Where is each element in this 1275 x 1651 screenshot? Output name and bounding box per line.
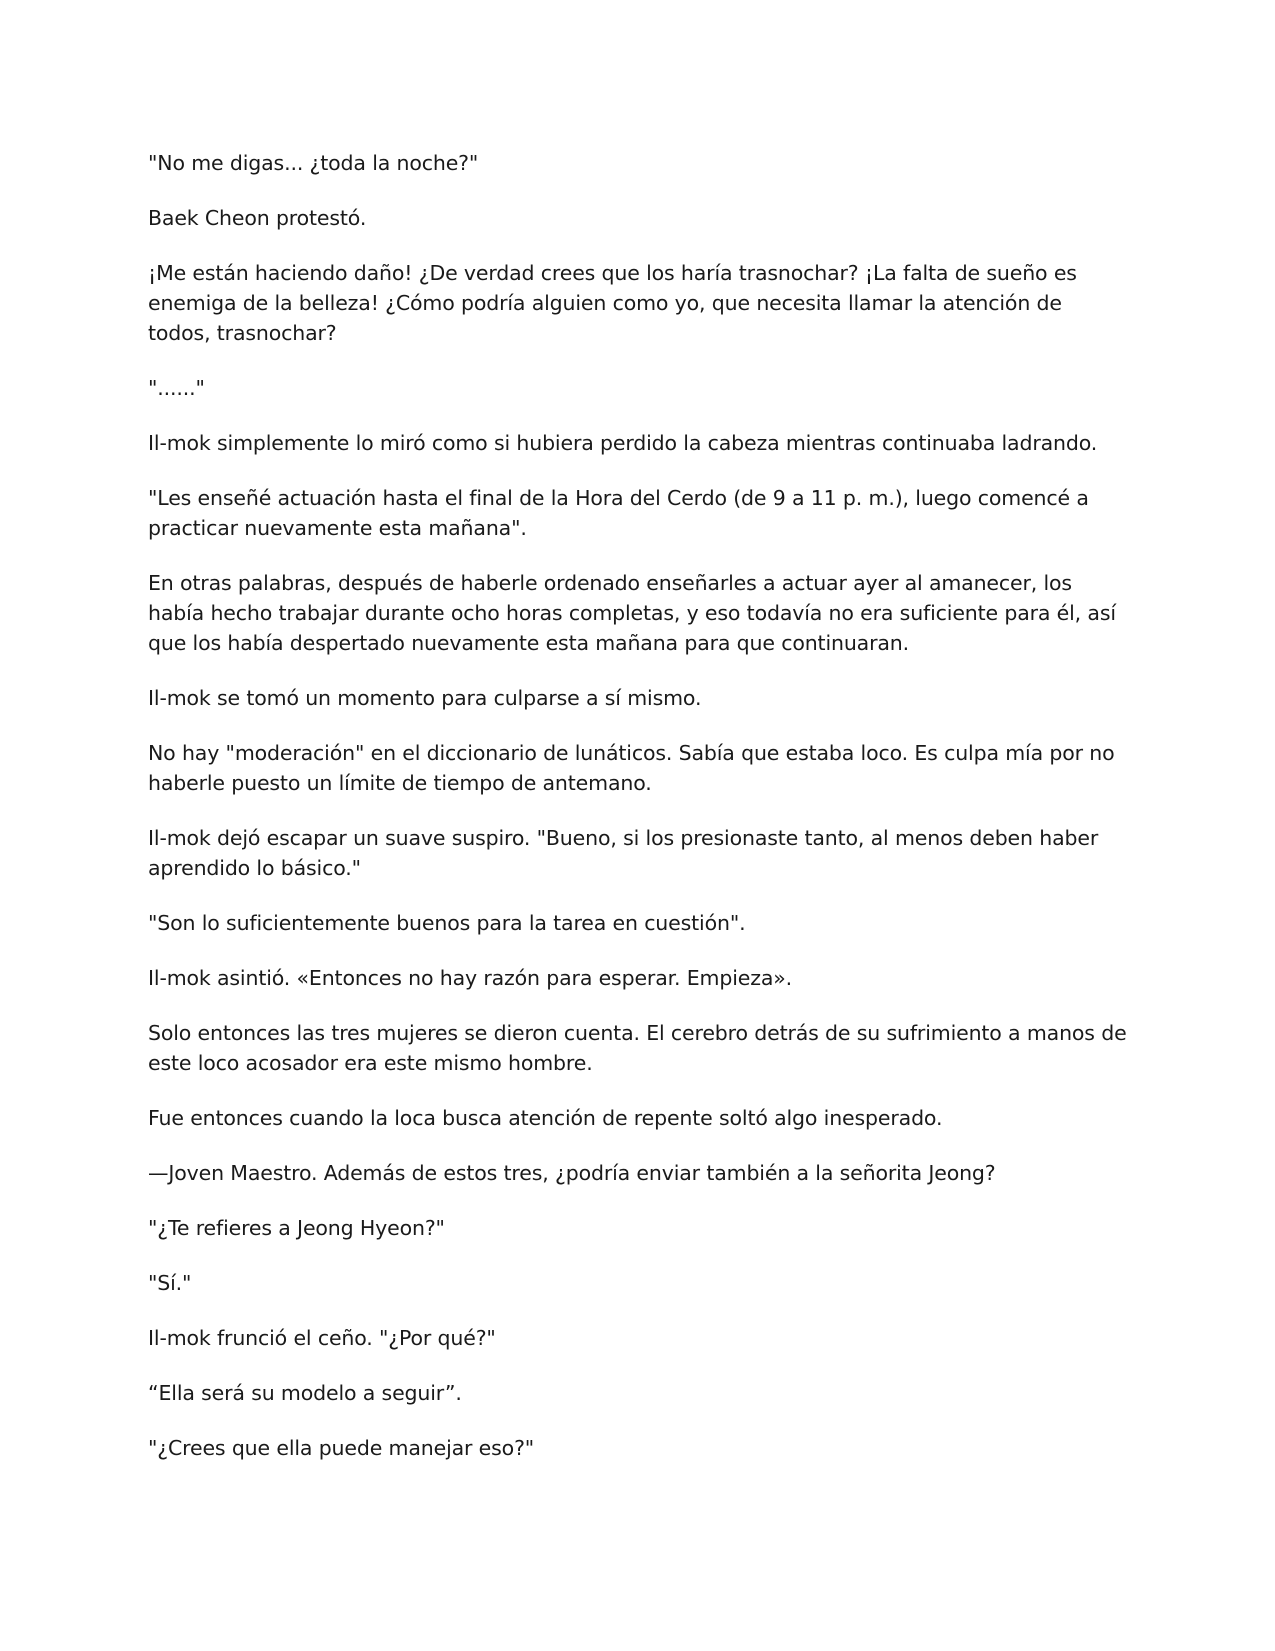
paragraph-7: En otras palabras, después de haberle ordenado enseñarles a actuar ayer al amanecer, los había hecho trabajar durante ocho horas completas, y eso todavía no era suficiente para él, así que los había despertado nuevamente esta mañana para que continuaran.	[148, 571, 1116, 655]
paragraph-19: “Ella será su modelo a seguir”.	[148, 1381, 462, 1405]
paragraph-16: "¿Te refieres a Jeong Hyeon?"	[148, 1216, 445, 1240]
paragraph-8: Il-mok se tomó un momento para culparse a sí mismo.	[148, 686, 702, 710]
paragraph-20: "¿Crees que ella puede manejar eso?"	[148, 1436, 535, 1460]
paragraph-4: "......"	[148, 376, 205, 400]
paragraph-1: "No me digas... ¿toda la noche?"	[148, 151, 479, 175]
paragraph-13: Solo entonces las tres mujeres se dieron cuenta. El cerebro detrás de su sufrimiento a manos de este loco acosador era este mismo hombre.	[148, 1021, 1127, 1075]
paragraph-18: Il-mok frunció el ceño. "¿Por qué?"	[148, 1326, 496, 1350]
paragraph-2: Baek Cheon protestó.	[148, 206, 367, 230]
page-body	[148, 148, 1128, 1488]
paragraph-5: Il-mok simplemente lo miró como si hubiera perdido la cabeza mientras continuaba ladrando.	[148, 431, 1098, 455]
paragraph-6: "Les enseñé actuación hasta el final de la Hora del Cerdo (de 9 a 11 p. m.), luego comencé a practicar nuevamente esta mañana".	[148, 486, 1089, 540]
paragraph-9: No hay "moderación" en el diccionario de lunáticos. Sabía que estaba loco. Es culpa mía por no haberle puesto un límite de tiempo de antemano.	[148, 741, 1115, 795]
paragraph-14: Fue entonces cuando la loca busca atención de repente soltó algo inesperado.	[148, 1106, 943, 1130]
paragraph-10: Il-mok dejó escapar un suave suspiro. "Bueno, si los presionaste tanto, al menos deben haber aprendido lo básico."	[148, 826, 1099, 880]
paragraph-11: "Son lo suficientemente buenos para la tarea en cuestión".	[148, 911, 746, 935]
paragraph-3: ¡Me están haciendo daño! ¿De verdad crees que los haría trasnochar? ¡La falta de sueño es enemiga de la belleza! ¿Cómo podría alguien como yo, que necesita llamar la atención de todos, trasnochar?	[148, 261, 1077, 345]
paragraph-15: —Joven Maestro. Además de estos tres, ¿podría enviar también a la señorita Jeong?	[148, 1161, 996, 1185]
paragraph-17: "Sí."	[148, 1271, 192, 1295]
paragraph-12: Il-mok asintió. «Entonces no hay razón para esperar. Empieza».	[148, 966, 793, 990]
